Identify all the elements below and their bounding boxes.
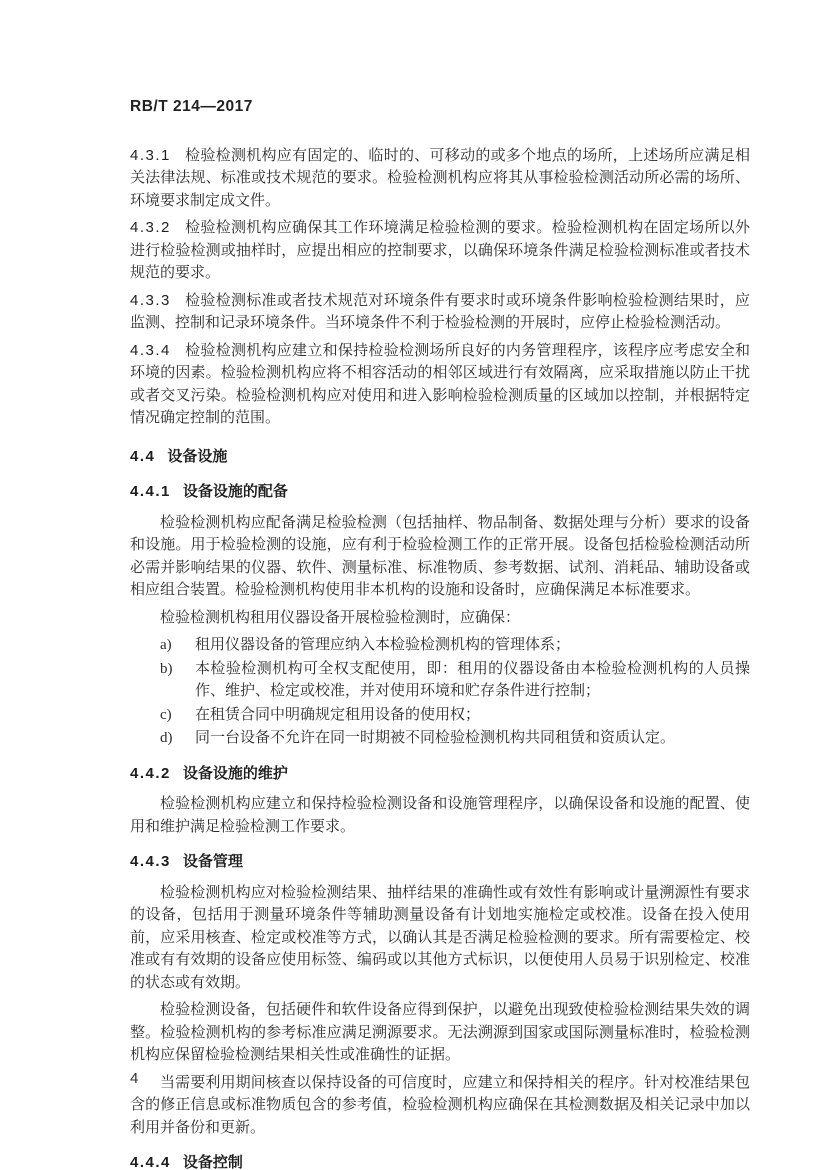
standard-number-header: RB/T 214—2017: [130, 98, 253, 115]
paragraph: 当需要利用期间核查以保持设备的可信度时，应建立和保持相关的程序。针对校准结果包含的修正信息或标准物质包含的参考值，检验检测机构应确保在其检测数据及相关记录中加以利用并备份和更新。: [130, 1074, 750, 1136]
paragraph: 检验检测设备，包括硬件和软件设备应得到保护，以避免出现致使检验检测结果失效的调整。检验检测机构的参考标准应满足溯源要求。无法溯源到国家或国际测量标准时，检验检测机构应保留检验检测结果相关性或准确性的证据。: [130, 1002, 750, 1063]
section-number: 4.4.2: [130, 764, 171, 782]
clause-4-3-3: [130, 290, 750, 335]
list-item-text: 同一台设备不允许在同一时期被不同检验检测机构共同租赁和资质认定。: [195, 730, 676, 746]
section-title: 设备控制: [182, 1154, 243, 1170]
paragraph: 检验检测机构应配备满足检验检测（包括抽样、物品制备、数据处理与分析）要求的设备和设施。用于检验检测的设施，应有利于检验检测工作的正常开展。设备包括检验检测活动所必需并影响结果的仪器、软件、测量标准、标准物质、参考数据、试剂、消耗品、辅助设备或相应组合装置。检验检测机构使用非本机构的设施和设备时，应确保满足本标准要求。: [130, 514, 750, 598]
list-item-a: [160, 634, 750, 657]
section-heading-4-4-3: [130, 851, 750, 874]
section-number: 4.4.1: [130, 483, 171, 500]
page-number: 4: [130, 1070, 139, 1087]
clause-text: 检验检测机构应有固定的、临时的、可移动的或多个地点的场所，上述场所应满足相关法律法规、标准或技术规范的要求。检验检测机构应将其从事检验检测活动所必需的场所、环境要求制定成文件。: [130, 147, 750, 209]
clause-4-3-2: [130, 217, 750, 285]
clause-number: 4.3.1: [130, 146, 171, 164]
list-item-label: d): [160, 730, 173, 746]
section-heading-4-4-1: [130, 481, 750, 504]
list-item-b: [160, 658, 750, 703]
clause-number: 4.3.2: [130, 219, 171, 236]
section-heading-4-4: [130, 446, 750, 469]
section-title: 设备设施的配备: [182, 483, 288, 500]
paragraph: 检验检测机构租用仪器设备开展检验检测时，应确保：: [160, 609, 521, 626]
section-title: 设备设施的维护: [182, 764, 288, 782]
list-item-d: [160, 727, 750, 750]
document-body: [130, 145, 750, 1170]
paragraph: 检验检测机构应对检验检测结果、抽样结果的准确性或有效性有影响或计量溯源性有要求的设备，包括用于测量环境条件等辅助测量设备有计划地实施检定或校准。设备在投入使用前，应采用核查、检定或校准等方式，以确认其是否满足检验检测的要求。所有需要检定、校准或有有效期的设备应使用标签、编码或以其他方式标识，以便使用人员易于识别检定、校准的状态或有效期。: [130, 884, 750, 991]
list-item-label: c): [160, 706, 172, 723]
clause-text: 检验检测机构应确保其工作环境满足检验检测的要求。检验检测机构在固定场所以外进行检验检测或抽样时，应提出相应的控制要求，以确保环境条件满足检验检测标准或者技术规范的要求。: [130, 220, 750, 281]
clause-text: 检验检测机构应建立和保持检验检测场所良好的内务管理程序，该程序应考虑安全和环境的因素。检验检测机构应将不相容活动的相邻区域进行有效隔离，应采取措施以防止干扰或者交叉污染。检验检测机构应对使用和进入影响检验检测质量的区域加以控制，并根据特定情况确定控制的范围。: [130, 342, 750, 426]
list-item-text: 租用仪器设备的管理应纳入本检验检测机构的管理体系；: [195, 637, 571, 653]
section-number: 4.4: [130, 447, 156, 465]
paragraph: 检验检测机构应建立和保持检验检测设备和设施管理程序，以确保设备和设施的配置、使用和维护满足检验检测工作要求。: [130, 796, 750, 835]
section-title: 设备设施: [167, 447, 228, 465]
section-heading-4-4-2: [130, 763, 750, 786]
list-item-label: b): [160, 660, 173, 677]
section-number: 4.4.4: [130, 1154, 171, 1170]
clause-4-3-1: [130, 145, 750, 213]
list-item-c: [160, 704, 750, 727]
list-item-label: a): [160, 637, 172, 653]
clause-text: 检验检测标准或者技术规范对环境条件有要求时或环境条件影响检验检测结果时，应监测、控制和记录环境条件。当环境条件不利于检验检测的开展时，应停止检验检测活动。: [130, 292, 750, 331]
section-heading-4-4-4: [130, 1152, 750, 1170]
list-item-text: 在租赁合同中明确规定租用设备的使用权；: [195, 706, 481, 723]
lease-conditions-list: [130, 634, 750, 750]
clause-4-3-4: [130, 340, 750, 430]
section-title: 设备管理: [182, 853, 243, 870]
clause-number: 4.3.4: [130, 341, 171, 359]
section-number: 4.4.3: [130, 853, 171, 870]
clause-number: 4.3.3: [130, 291, 171, 309]
list-item-text: 本检验检测机构可全权支配使用，即：租用的仪器设备由本检验检测机构的人员操作、维护、检定或校准，并对使用环境和贮存条件进行控制；: [195, 660, 750, 699]
